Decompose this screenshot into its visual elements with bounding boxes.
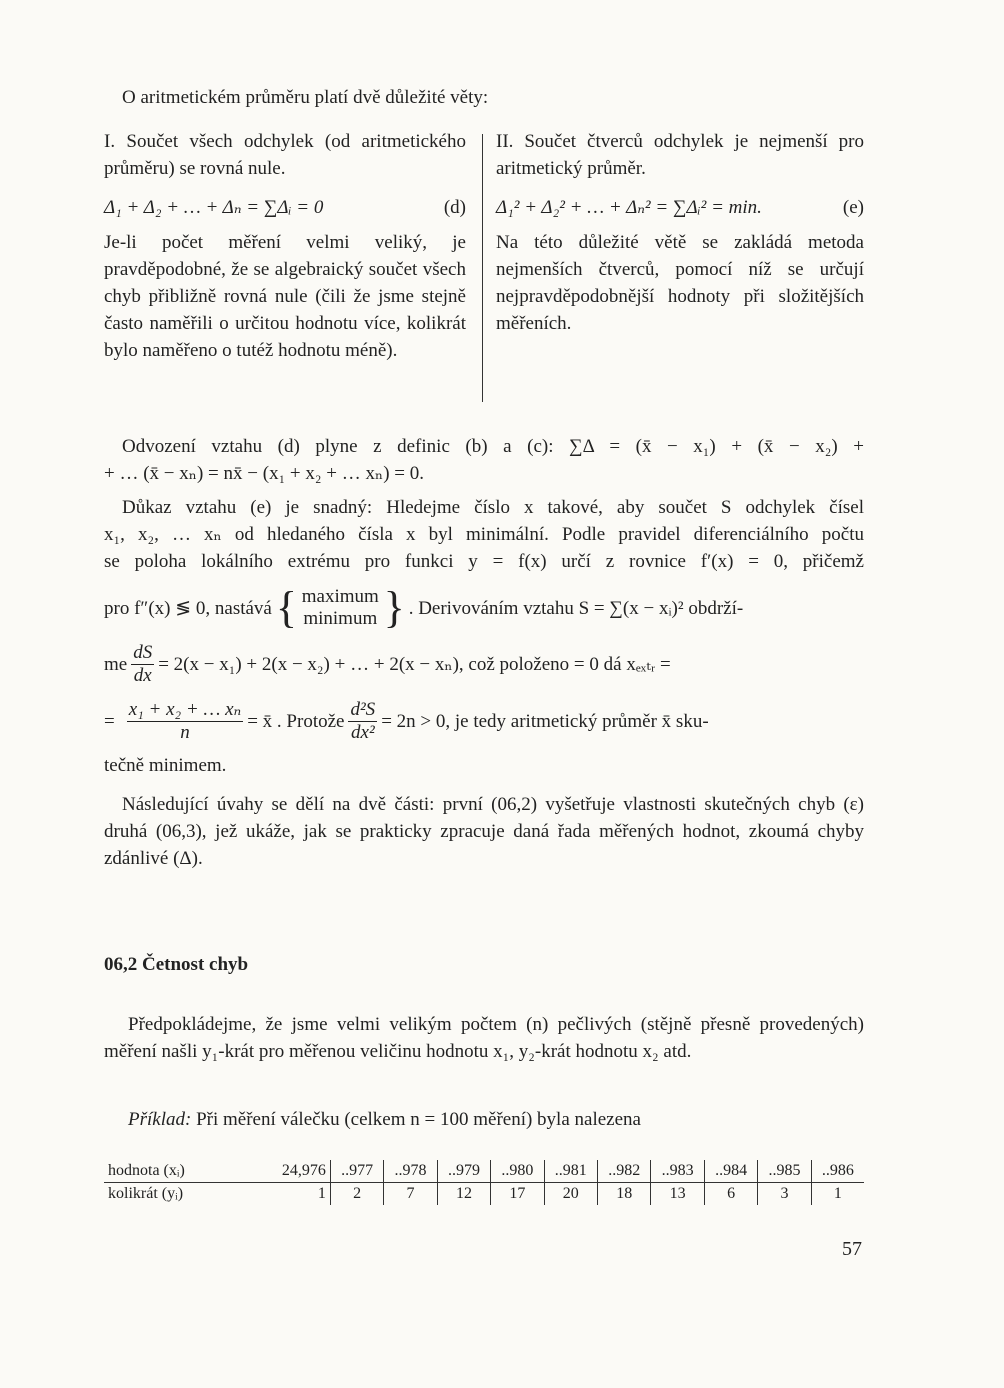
- intro-sentence: O aritmetickém průměru platí dvě důležité věty:: [122, 87, 489, 108]
- fraction-second-derivative: [348, 699, 377, 744]
- theorem-one-statement: I. Součet všech odchylek (od aritmetického průměru) se rovná nule.: [104, 131, 466, 179]
- proof-line-6: [104, 694, 864, 748]
- fraction-dS-dx-numerator: dS: [133, 641, 153, 663]
- fraction-second-derivative-numerator: d²S: [350, 698, 376, 720]
- derivation-line-1: Odvození vztahu (d) plyne z definic (b) a (c): ∑Δ = (x̄ − x₁) + (x̄ − x₂) +: [122, 436, 864, 457]
- table-cell: ..984: [704, 1160, 757, 1183]
- table-cell: ..985: [758, 1160, 811, 1183]
- table-cell: ..980: [491, 1160, 544, 1183]
- theorem-one: [104, 128, 466, 364]
- fraction-mean-denominator: n: [180, 721, 190, 743]
- theorem-two-statement: II. Součet čtverců odchylek je nejmenší pro aritmetický průměr.: [496, 131, 864, 179]
- measurement-table: [104, 1160, 864, 1205]
- table-cell: ..982: [598, 1160, 651, 1183]
- example-text: Při měření válečku (celkem n = 100 měření) byla nalezena: [196, 1109, 641, 1130]
- equation-d: [104, 194, 466, 221]
- proof-line-5-post: = 2(x − x₁) + 2(x − x₂) + … + 2(x − xₙ), což položeno = 0 dá xₑₓₜᵣ =: [158, 653, 671, 675]
- outline-paragraph: Následující úvahy se dělí na dvě části: první (06,2) vyšetřuje vlastnosti skutečných chyb (ε) druhá (06,3), jež ukáže, jak se prakticky zpracuje daná řada měřených hodnot, zkoumá chyby zdánlivé (Δ).: [104, 794, 864, 869]
- table-cell: 7: [384, 1183, 437, 1206]
- proof-line-6-post: = 2n > 0, je tedy aritmetický průměr x̄ sku-: [381, 710, 709, 732]
- max-min-brace: [275, 583, 405, 632]
- proof-line-4-pre: pro f″(x) ≶ 0, nastává: [104, 597, 272, 619]
- proof-line-1: Důkaz vztahu (e) je snadný: Hledejme číslo x takové, aby součet S odchylek čísel: [122, 497, 864, 518]
- table-row-values: [104, 1160, 864, 1183]
- proof-line-5: [104, 638, 864, 690]
- proof-line-3: se poloha lokálního extrému pro funkci y = f(x) určí z rovnice f′(x) = 0, přičemž: [104, 551, 864, 572]
- table-cell: 24,976: [262, 1160, 330, 1183]
- proof-line-7: tečně minimem.: [104, 755, 227, 776]
- theorem-one-explanation: Je-li počet měření velmi veliký, je pravděpodobné, že se algebraický součet všech chyb přibližně rovná nule (čili že jsme stejně často naměřili o určitou hodnotu více, kolikrát bylo naměřeno o tutéž hodnotu méně).: [104, 232, 466, 361]
- table-cell: 2: [330, 1183, 383, 1206]
- table-cell: ..986: [811, 1160, 864, 1183]
- equation-e-label: (e): [842, 197, 864, 218]
- table-row-counts: [104, 1183, 864, 1206]
- row-label-counts: kolikrát (yᵢ): [108, 1185, 184, 1202]
- example-line: [128, 1106, 641, 1133]
- fraction-mean-numerator: x₁ + x₂ + … xₙ: [128, 698, 242, 720]
- table-cell: 1: [811, 1183, 864, 1206]
- proof-line-4-post: . Derivováním vztahu S = ∑(x − xᵢ)² obdrží-: [408, 597, 744, 619]
- proof-line-6-pre: =: [104, 710, 115, 732]
- fraction-dS-dx: [131, 642, 154, 687]
- table-cell: 3: [758, 1183, 811, 1206]
- fraction-dS-dx-denominator: dx: [133, 664, 152, 686]
- assumption-paragraph: Předpokládejme, že jsme velmi velikým počtem (n) pečlivých (stějně přesně provedených) měření našli y₁-krát pro měřenou veličinu hodnotu x₁, y₂-krát hodnotu x₂ atd.: [104, 1014, 864, 1062]
- column-divider: [482, 134, 483, 402]
- table-cell: 17: [491, 1183, 544, 1206]
- equation-d-label: (d): [443, 197, 466, 218]
- left-brace: {: [275, 583, 297, 632]
- table-cell: ..979: [437, 1160, 490, 1183]
- section-heading: 06,2 Četnost chyb: [104, 954, 249, 975]
- table-cell: 18: [598, 1183, 651, 1206]
- derivation-line-2: + … (x̄ − xₙ) = nx̄ − (x₁ + x₂ + … xₙ) = 0.: [104, 463, 425, 484]
- theorem-two: [496, 128, 864, 337]
- table-cell: ..983: [651, 1160, 704, 1183]
- brace-top: maximum: [301, 586, 379, 607]
- brace-bottom: minimum: [303, 608, 378, 629]
- table-cell: ..981: [544, 1160, 597, 1183]
- row-label-values: hodnota (xᵢ): [104, 1160, 262, 1183]
- table-cell: ..978: [384, 1160, 437, 1183]
- table-cell: 13: [651, 1183, 704, 1206]
- two-column-theorems: [104, 128, 864, 403]
- table-cell: 12: [437, 1183, 490, 1206]
- page-number: 57: [842, 1238, 862, 1260]
- proof-line-6-mid: = x̄ . Protože: [247, 710, 345, 732]
- proof-line-2: x₁, x₂, … xₙ od hledaného čísla x byl minimální. Podle pravidel diferenciálního počtu: [104, 524, 864, 545]
- example-label: Příklad:: [128, 1109, 192, 1130]
- fraction-mean: [127, 699, 244, 744]
- table-cell: 1: [317, 1185, 326, 1202]
- proof-line-5-pre: me: [104, 653, 128, 675]
- table-cell: ..977: [330, 1160, 383, 1183]
- right-brace: }: [383, 583, 405, 632]
- equation-e-formula: Δ₁² + Δ₂² + … + Δₙ² = ∑Δᵢ² = min.: [496, 197, 762, 218]
- equation-e: [496, 194, 864, 221]
- fraction-second-derivative-denominator: dx²: [351, 721, 375, 743]
- table-cell: 20: [544, 1183, 597, 1206]
- table-cell: 6: [704, 1183, 757, 1206]
- equation-d-formula: Δ₁ + Δ₂ + … + Δₙ = ∑Δᵢ = 0: [104, 197, 324, 218]
- proof-line-4: [104, 580, 864, 636]
- theorem-two-explanation: Na této důležité větě se zakládá metoda nejmenších čtverců, pomocí níž se určují nejpravděpodobnější hodnoty při složitějších měřeních.: [496, 232, 864, 334]
